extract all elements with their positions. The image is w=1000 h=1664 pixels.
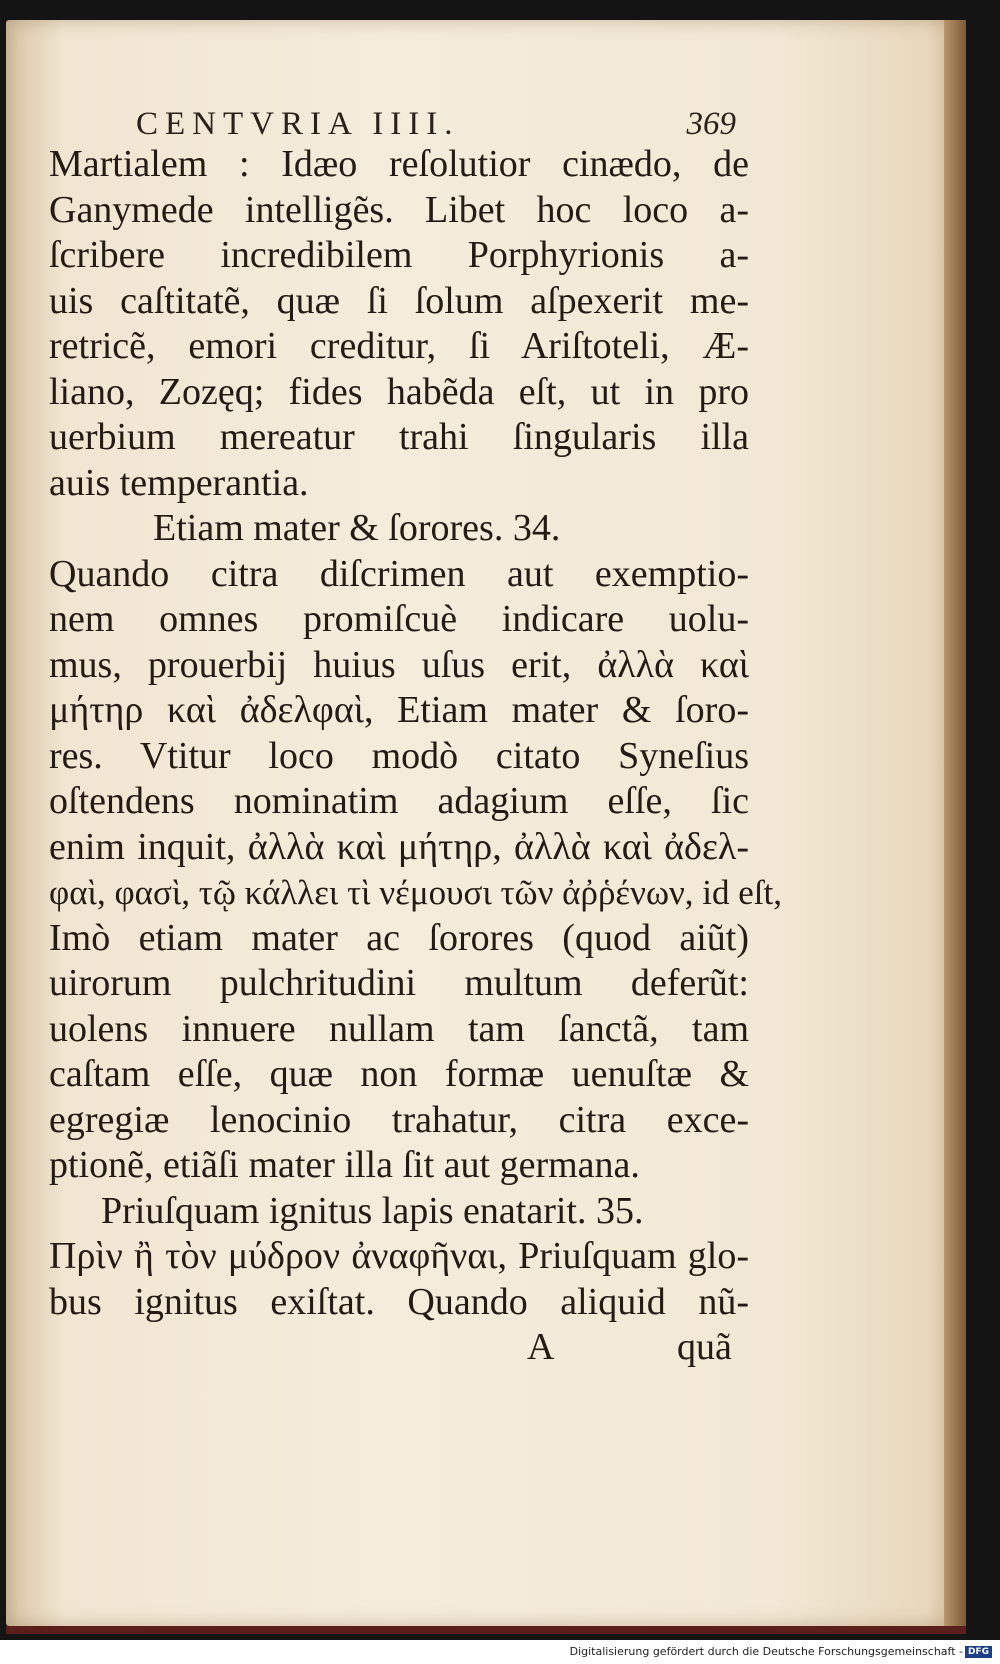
text-line: ſcribere incredibilem Porphyrionis a- xyxy=(49,234,749,276)
binding-edge xyxy=(6,1626,966,1634)
running-title: CENTVRIA IIII. xyxy=(136,106,460,142)
signature-mark: A xyxy=(527,1326,555,1368)
catchword: quã xyxy=(677,1326,732,1368)
text-line: egregiæ lenocinio trahatur, citra exce- xyxy=(49,1098,749,1141)
text-line: uis caſtitatẽ, quæ ſi ſolum aſpexerit me- xyxy=(49,279,749,322)
adage-heading: Priuſquam ignitus lapis enatarit. 35. xyxy=(101,1189,644,1232)
dfg-logo: DFG xyxy=(965,1646,992,1658)
text-line: ptionẽ, etiãſi mater illa ſit aut germana. xyxy=(49,1144,640,1186)
body-text xyxy=(49,142,783,1370)
text-line: uolens innuere nullam tam ſanctã, tam xyxy=(49,1007,749,1050)
text-line: Martialem : Idæo reſolutior cinædo, de xyxy=(49,143,749,185)
text-line: auis temperantia. xyxy=(49,461,309,504)
digitization-credit xyxy=(570,1645,992,1658)
text-line: nem omnes promiſcuè indicare uolu- xyxy=(49,598,749,640)
text-line: uerbium mereatur trahi ſingularis illa xyxy=(49,416,749,458)
page-gutter-shadow xyxy=(944,20,966,1626)
text-line: retricẽ, emori creditur, ſi Ariſtoteli, Æ- xyxy=(49,325,749,367)
text-line: enim inquit, ἀλλὰ καὶ μήτηρ, ἀλλὰ καὶ ἀδελ- xyxy=(49,825,749,868)
text-line: oſtendens nominatim adagium eſſe, ſic xyxy=(49,780,749,822)
text-line: mus, prouerbij huius uſus erit, ἀλλὰ καὶ xyxy=(49,643,749,686)
text-line: μήτηρ καὶ ἀδελφαὶ, Etiam mater & ſoro- xyxy=(49,689,749,731)
catchline xyxy=(49,1325,749,1370)
text-line: res. Vtitur loco modò citato Syneſius xyxy=(49,734,749,777)
text-line: φαὶ, φασὶ, τῷ κάλλει τὶ νέμουσι τῶν ἀῤῥένων, id eſt, xyxy=(49,873,783,912)
text-line: bus ignitus exiſtat. Quando aliquid nũ- xyxy=(49,1280,749,1323)
text-line: Quando citra diſcrimen aut exemptio- xyxy=(49,552,749,595)
text-line: uirorum pulchritudini multum deferũt: xyxy=(49,962,749,1004)
text-line: liano, Zozęq; fides habẽda eſt, ut in pro xyxy=(49,370,749,413)
text-line: Πρὶν ἢ τὸν μύδρον ἀναφῆναι, Priuſquam glo- xyxy=(49,1235,749,1277)
text-line: Ganymede intelligẽs. Libet hoc loco a- xyxy=(49,188,749,231)
credit-text: Digitalisierung gefördert durch die Deutsche Forschungsgemeinschaft - xyxy=(569,1645,963,1658)
text-line: caſtam eſſe, quæ non formæ uenuſtæ & xyxy=(49,1053,749,1095)
adage-heading: Etiam mater & ſorores. 34. xyxy=(153,507,561,549)
page-number: 369 xyxy=(686,106,736,142)
text-line: Imò etiam mater ac ſorores (quod aiũt) xyxy=(49,916,749,959)
